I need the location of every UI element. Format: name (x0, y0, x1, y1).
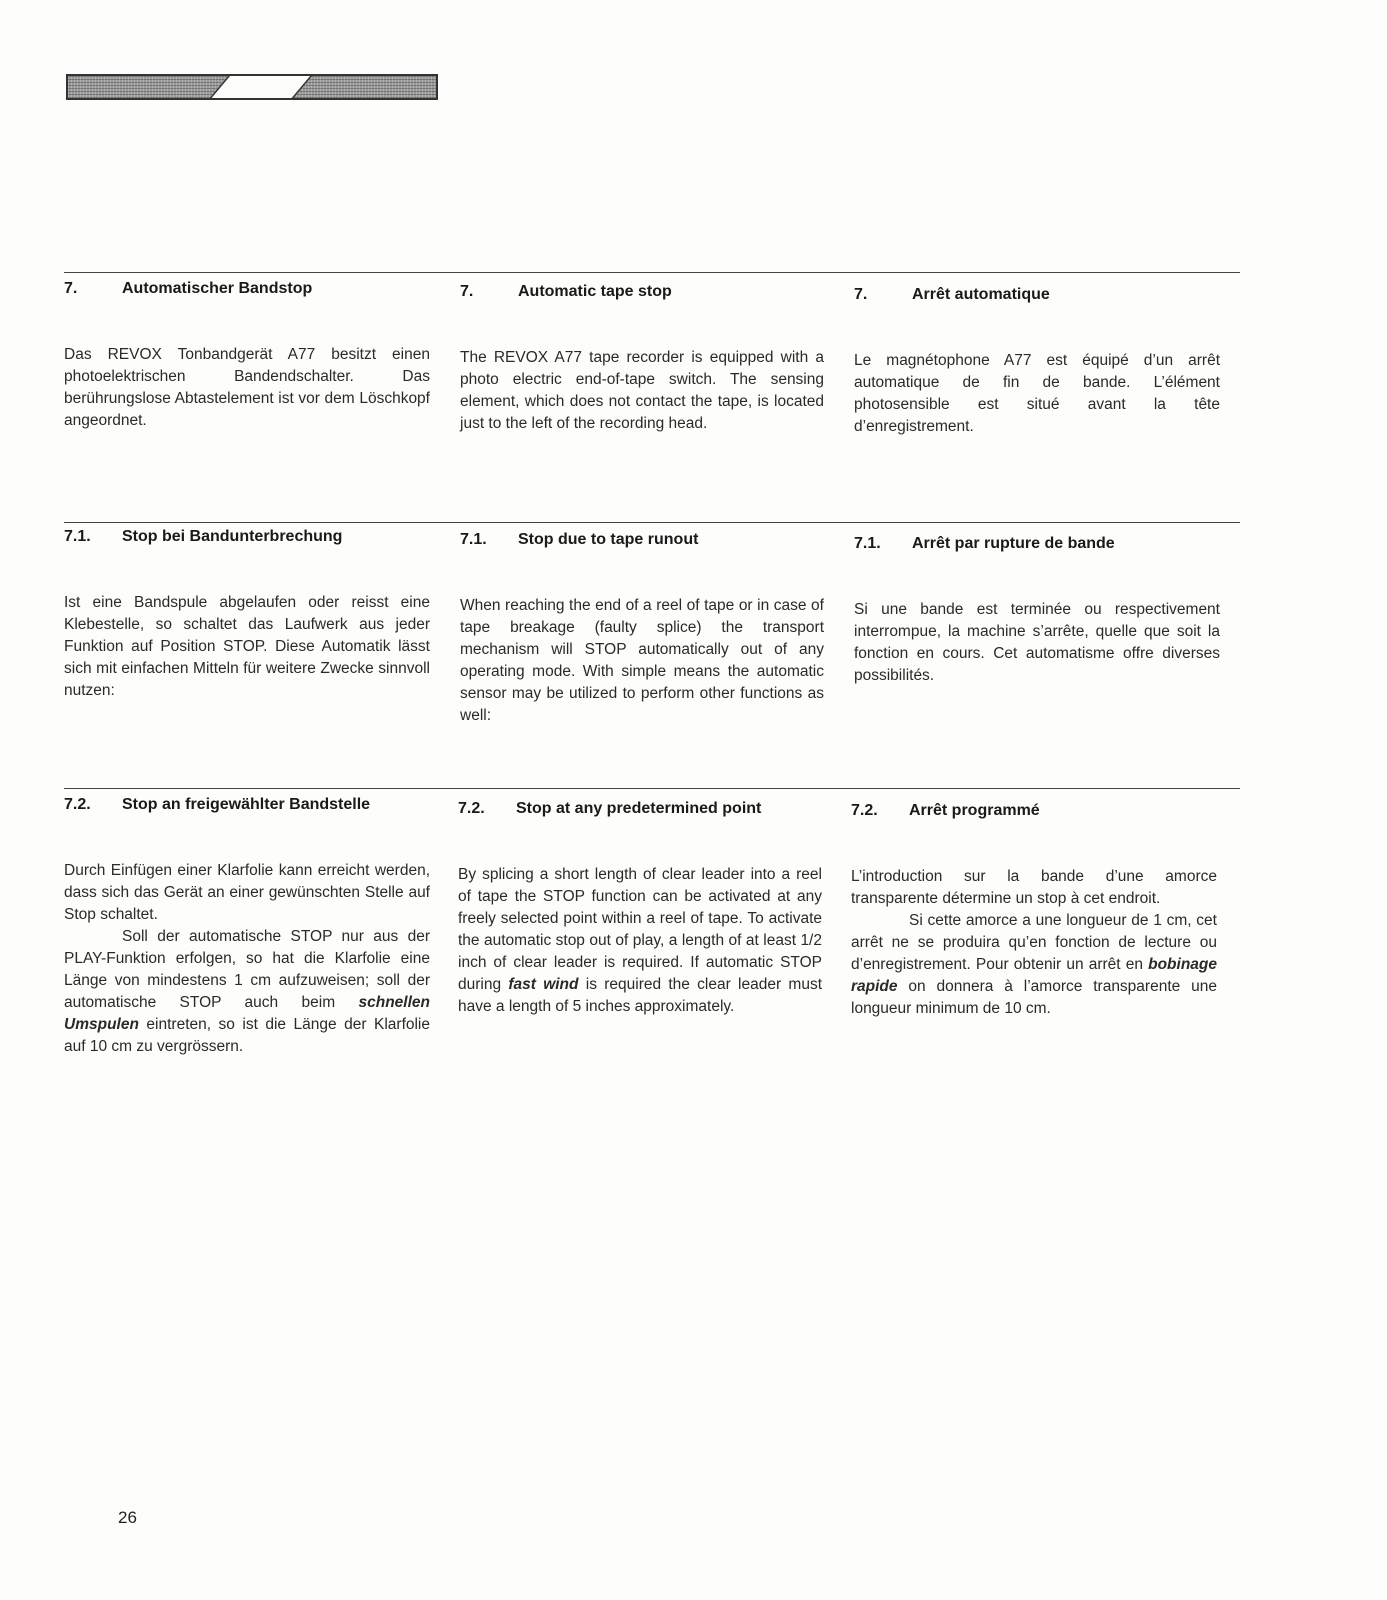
paragraph-text: is required the clear leader must have a length of 5 inches approximately. (458, 976, 822, 1015)
paragraph: Das REVOX Tonbandgerät A77 besitzt einen photoelektrischen Bandendschalter. Das berührungslose Abtastelement ist vor dem Löschkopf angeordnet. (64, 346, 430, 429)
section-body (851, 866, 1217, 1020)
section-7-2-en (458, 800, 822, 1018)
emphasis-text: bobinage rapide (851, 956, 1217, 995)
section-7-de (64, 280, 430, 432)
paragraph-text: By splicing a short length of clear leader into a reel of tape the STOP function can be activated at any freely selected point within a reel of tape. To activate the automatic stop out of play, a length of at least 1/2 inch of clear leader is required. If automatic STOP during (458, 866, 822, 993)
section-heading (854, 535, 1220, 553)
section-number: 7.2. (851, 802, 878, 819)
section-number: 7.1. (460, 531, 487, 548)
paragraph-text: Si cette amorce a une longueur de 1 cm, cet arrêt ne se produira qu’en fonction de lecture ou d’enregistrement. Pour obtenir un arrêt en (851, 912, 1217, 973)
section-heading (851, 802, 1217, 820)
paragraph-text: Soll der automatische STOP nur aus der PLAY-Funktion erfolgen, so hat die Klarfolie eine Länge von mindestens 1 cm aufzuweisen; soll der automatische STOP auch beim (64, 928, 430, 1011)
section-heading (460, 283, 824, 301)
section-number: 7.2. (64, 796, 91, 813)
section-body (854, 350, 1220, 438)
section-divider (64, 788, 1240, 789)
section-title: Stop an freigewählter Bandstelle (122, 796, 371, 813)
section-title: Stop bei Bandunterbrechung (122, 528, 343, 545)
paragraph: When reaching the end of a reel of tape or in case of tape breakage (faulty splice) the transport mechanism will STOP automatically out of any operating mode. With simple means the automatic sensor may be utilized to perform other functions as well: (460, 597, 824, 724)
section-number: 7. (854, 286, 868, 303)
section-heading (460, 531, 824, 549)
section-title: Arrêt programmé (909, 802, 1040, 819)
section-heading (458, 800, 822, 818)
section-body (64, 344, 430, 432)
paragraph: L’introduction sur la bande d’une amorce transparente détermine un stop à cet endroit. (851, 868, 1217, 907)
section-7-en (460, 283, 824, 435)
section-7-2-fr (851, 802, 1217, 1020)
header-decoration-bar (66, 74, 438, 100)
section-body (458, 864, 822, 1018)
header-bar-slant (206, 74, 313, 100)
section-body (460, 347, 824, 435)
section-divider (64, 522, 1240, 523)
paragraph: Si une bande est terminée ou respectivement interrompue, la machine s’arrête, quelle que soit la fonction en cours. Cet automatisme offre diverses possibilités. (854, 601, 1220, 684)
paragraph: Durch Einfügen einer Klarfolie kann erreicht werden, dass sich das Gerät an einer gewünschten Stelle auf Stop schaltet. (64, 862, 430, 923)
paragraph: The REVOX A77 tape recorder is equipped with a photo electric end-of-tape switch. The sensing element, which does not contact the tape, is located just to the left of the recording head. (460, 349, 824, 432)
section-heading (64, 280, 430, 298)
section-7-1-en (460, 531, 824, 727)
paragraph-text: on donnera à l’amorce transparente une longueur minimum de 10 cm. (851, 978, 1217, 1017)
section-body (854, 599, 1220, 687)
section-title: Arrêt par rupture de bande (912, 535, 1115, 552)
emphasis-text: fast wind (508, 976, 579, 993)
section-7-1-fr (854, 535, 1220, 687)
section-number: 7. (460, 283, 474, 300)
section-7-fr (854, 286, 1220, 438)
section-7-1-de (64, 528, 430, 702)
paragraph (851, 910, 1217, 1020)
paragraph (458, 864, 822, 1018)
section-number: 7.1. (854, 535, 881, 552)
section-heading (854, 286, 1220, 304)
paragraph: Ist eine Bandspule abgelaufen oder reisst eine Klebestelle, so schaltet das Laufwerk aus jeder Funktion auf Position STOP. Diese Automatik lässt sich mit einfachen Mitteln für weitere Zwecke sinnvoll nutzen: (64, 594, 430, 699)
paragraph-text: eintreten, so ist die Länge der Klarfolie auf 10 cm zu vergrössern. (64, 1016, 430, 1055)
paragraph: Le magnétophone A77 est équipé d’un arrêt automatique de fin de bande. L’élément photosensible est situé avant la tête d’enregistrement. (854, 352, 1220, 435)
section-number: 7.2. (458, 800, 485, 817)
section-title: Automatic tape stop (518, 283, 672, 300)
paragraph (64, 926, 430, 1058)
page-number: 26 (118, 1508, 137, 1527)
emphasis-text: schnellen Umspulen (64, 994, 430, 1033)
section-7-2-de (64, 796, 430, 1058)
section-title: Arrêt automatique (912, 286, 1050, 303)
section-title: Stop at any predetermined point (516, 800, 762, 817)
section-number: 7. (64, 280, 78, 297)
section-number: 7.1. (64, 528, 91, 545)
section-divider (64, 272, 1240, 273)
section-body (64, 860, 430, 1058)
section-heading (64, 796, 430, 814)
section-title: Automatischer Bandstop (122, 280, 313, 297)
section-title: Stop due to tape runout (518, 531, 699, 548)
section-body (64, 592, 430, 702)
section-heading (64, 528, 430, 546)
section-body (460, 595, 824, 727)
